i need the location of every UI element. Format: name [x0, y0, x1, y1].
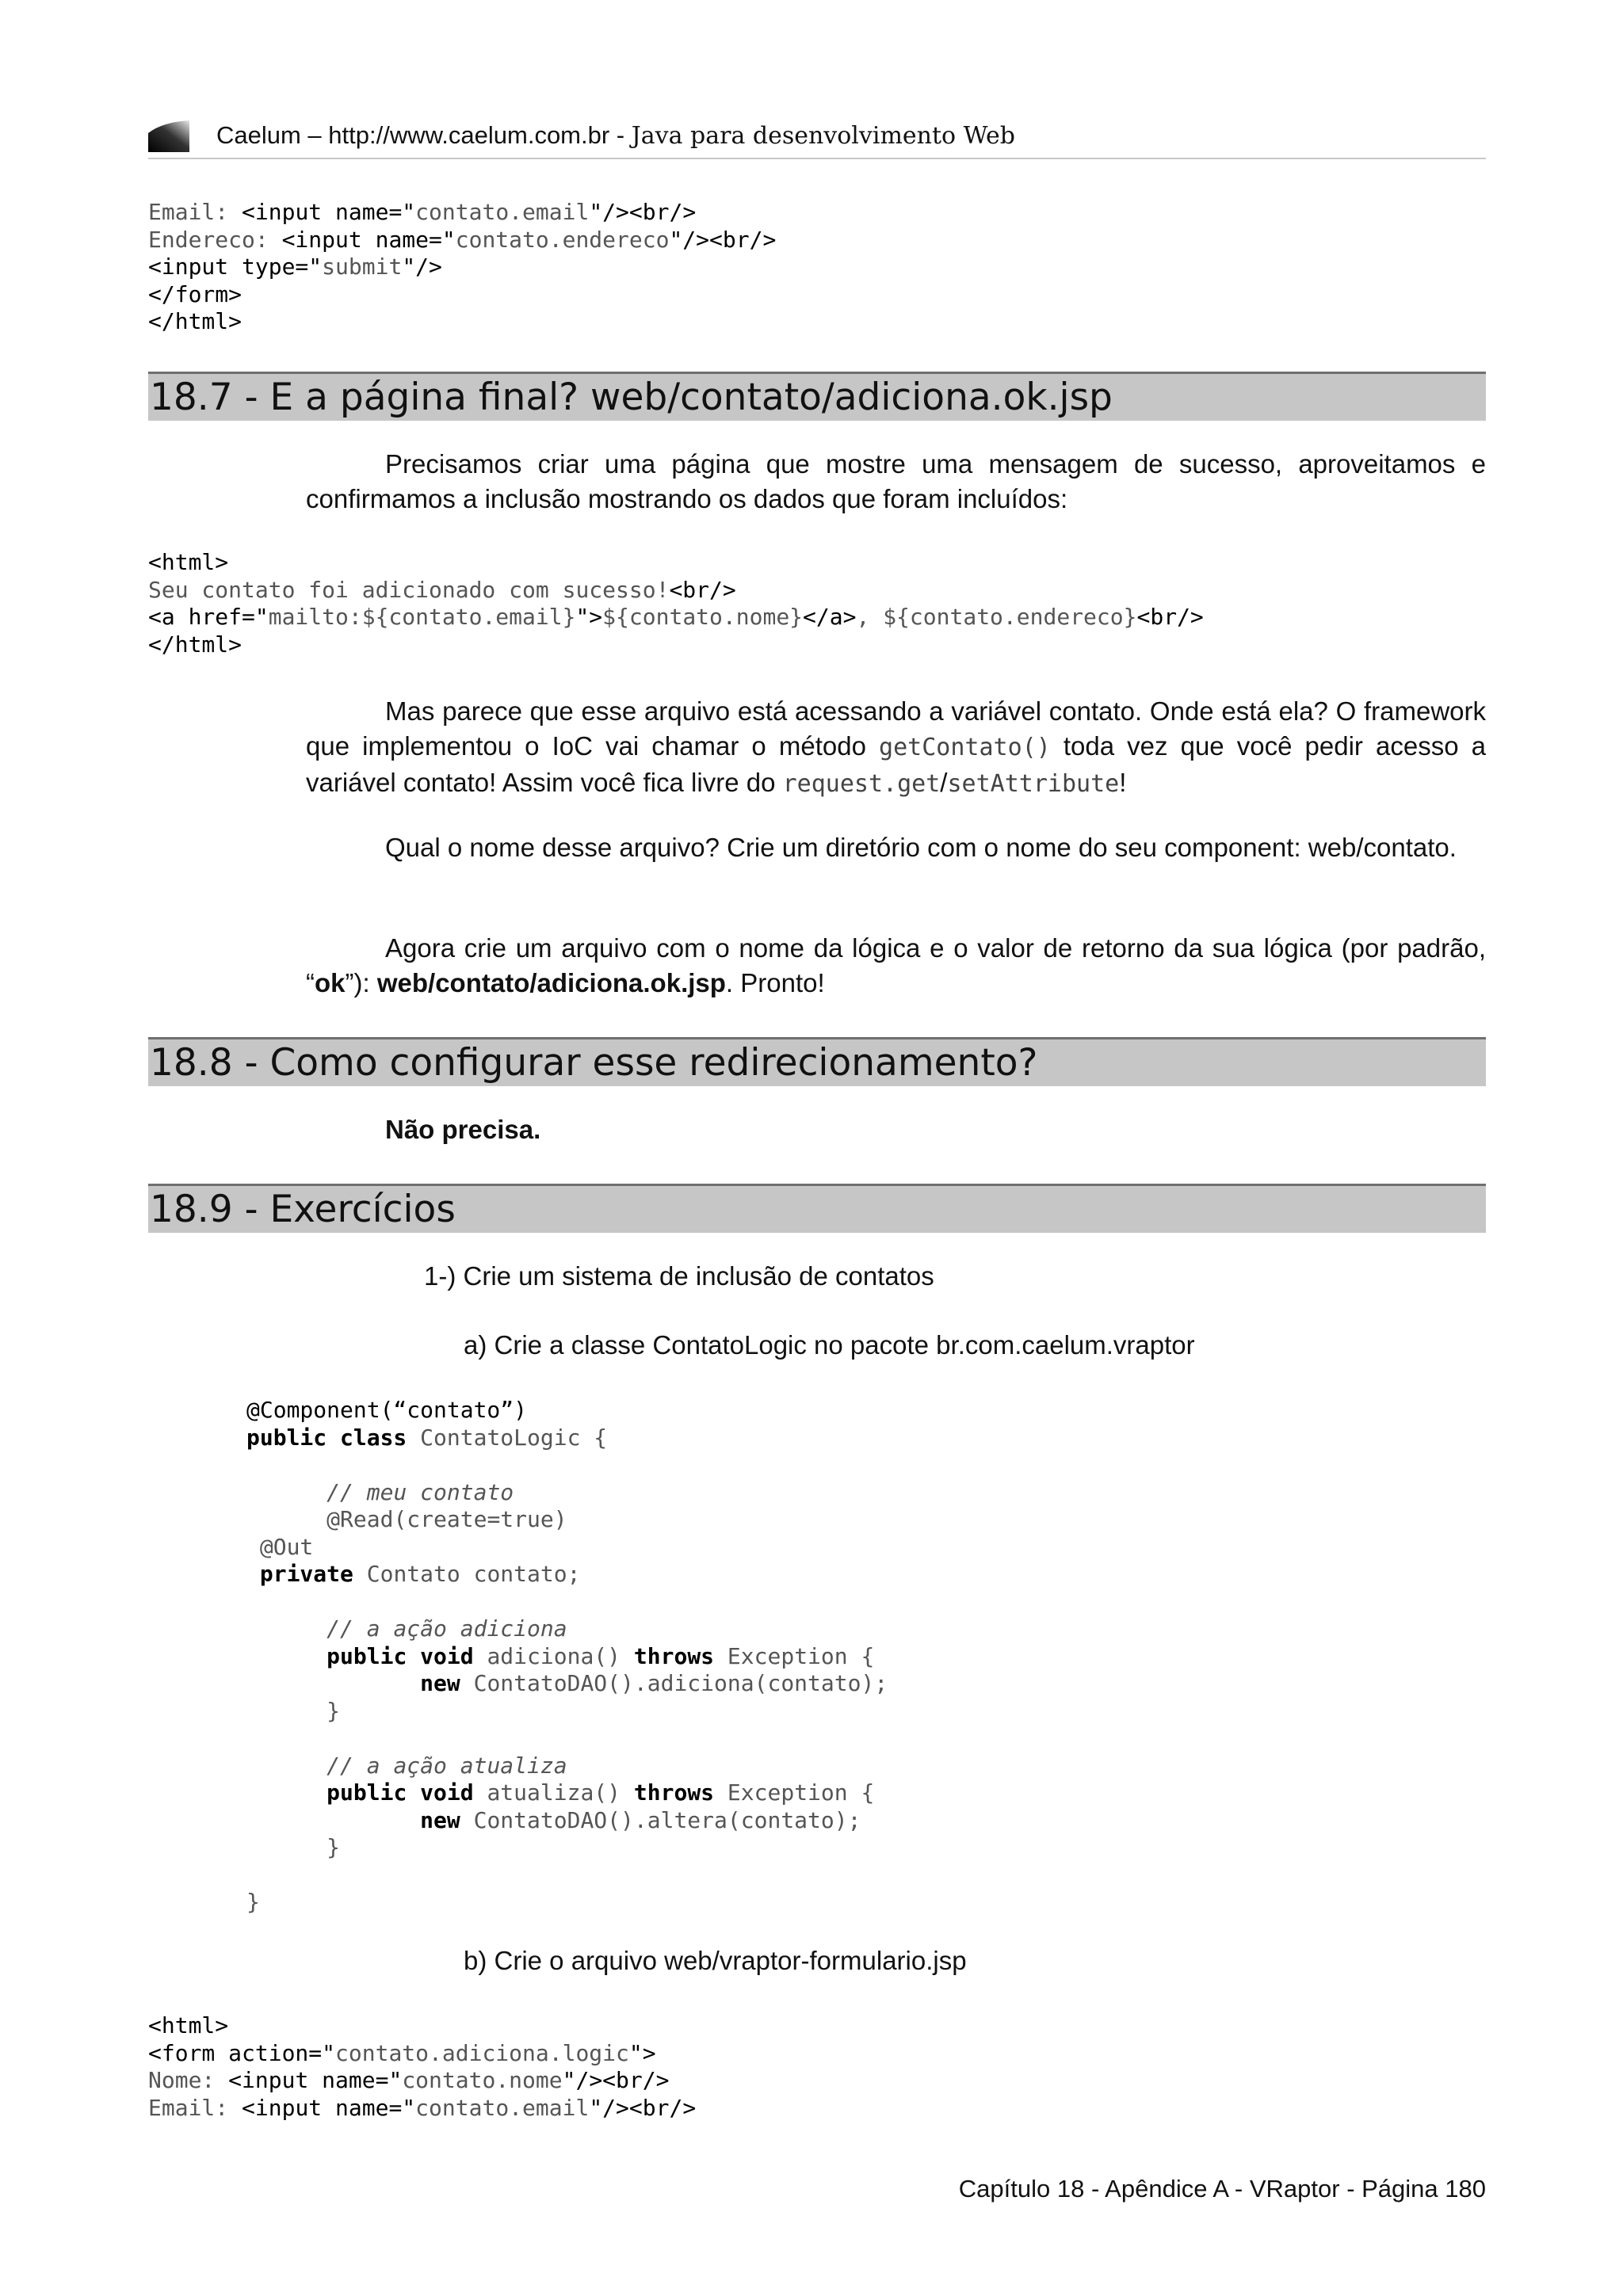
paragraph-create-file: Agora crie um arquivo com o nome da lógica e o valor de retorno da sua lógica (por padrão, “ok”): web/contato/adiciona.ok.jsp. Pronto! [306, 933, 1486, 997]
running-header: Caelum – http://www.caelum.com.br - Java para desenvolvimento Web [216, 121, 1015, 150]
code-block-form-end: Email: <input name="contato.email"/><br/> Endereco: <input name="contato.endereco"/><br/> <input type="submit"/> </form> </html> [148, 199, 777, 334]
caelum-logo [148, 120, 189, 152]
paragraph-intro: Precisamos criar uma página que mostre uma mensagem de sucesso, aproveitamos e confirmamos a inclusão mostrando os dados que foram incluídos: [306, 449, 1486, 513]
page-footer: Capítulo 18 - Apêndice A - VRaptor - Página 180 [958, 2175, 1486, 2203]
code-block-formulario: <html> <form action="contato.adiciona.logic"> Nome: <input name="contato.nome"/><br/> Email: <input name="contato.email"/><br/> [148, 2012, 697, 2121]
code-block-contatologic: @Component(“contato”) public class ContatoLogic { // meu contato @Read(create=true) @Out private Contato contato; // a ação adiciona public void adiciona() throws Exception { new ContatoDAO().adiciona(contato); } // a ação atualiza public void atualiza() throws Exception { new ContatoDAO().altera(contato); } } [246, 1397, 888, 1915]
section-heading-18-9: 18.9 - Exercícios [148, 1184, 1486, 1233]
answer-text: Não precisa. [385, 1115, 541, 1144]
exercise-item-a: a) Crie a classe ContatoLogic no pacote br.com.caelum.vraptor [464, 1330, 1195, 1360]
section-heading-18-8: 18.8 - Como configurar esse redirecionamento? [148, 1037, 1486, 1086]
exercise-item-1: 1-) Crie um sistema de inclusão de contatos [424, 1261, 934, 1291]
paragraph-getcontato: Mas parece que esse arquivo está acessando a variável contato. Onde está ela? O framework que implementou o IoC vai chamar o método getContato() toda vez que você pedir acesso a variável contato! Assim você fica livre do request.get/setAttribute! [306, 696, 1486, 798]
section-heading-18-7: 18.7 - E a página final? web/contato/adiciona.ok.jsp [148, 372, 1486, 421]
exercise-item-b: b) Crie o arquivo web/vraptor-formulario.jsp [464, 1946, 967, 1975]
header-rule [148, 158, 1486, 159]
paragraph-filename: Qual o nome desse arquivo? Crie um diretório com o nome do seu component: web/contato. [385, 833, 1457, 862]
code-block-adiciona-ok: <html> Seu contato foi adicionado com sucesso!<br/> <a href="mailto:${contato.email}">${contato.nome}</a>, ${contato.endereco}<br/> </html> [148, 549, 1204, 658]
